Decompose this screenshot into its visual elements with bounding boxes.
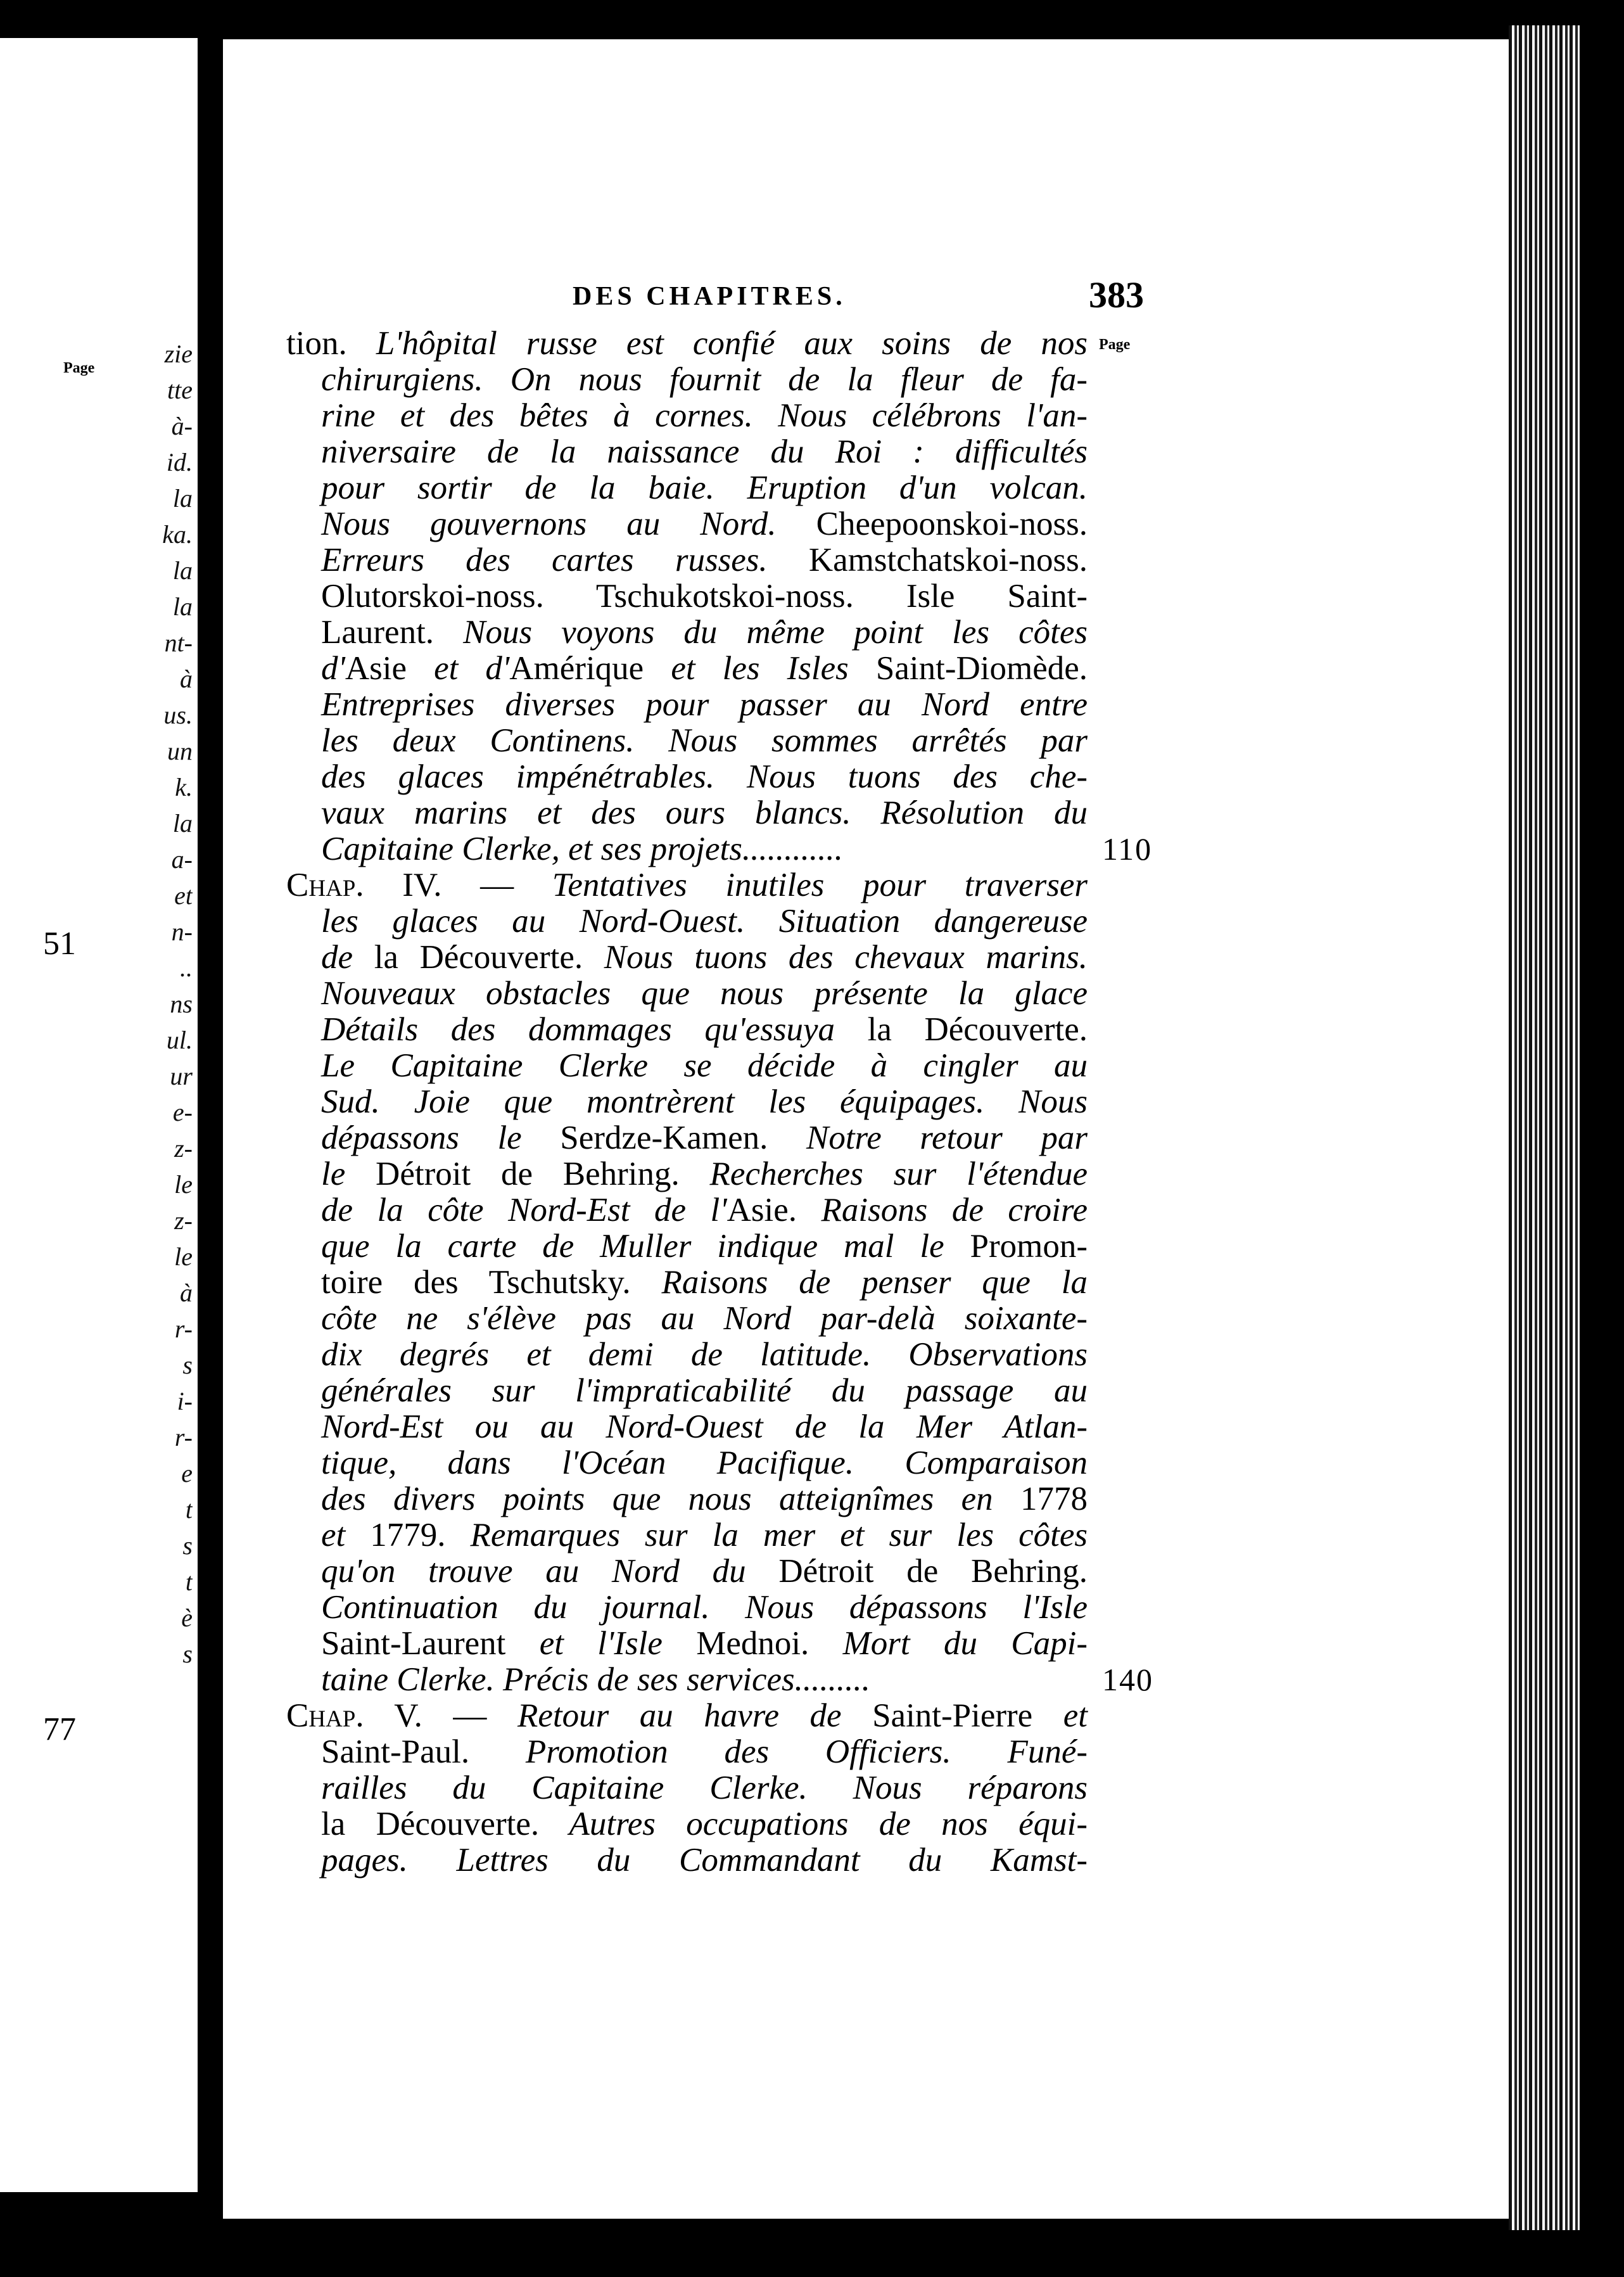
toc-line <box>286 398 1300 434</box>
left-page-fragment: un <box>167 737 193 765</box>
toc-line <box>286 542 1300 578</box>
toc-text: Chap. V. — <box>286 1697 517 1734</box>
toc-page-number: 140 <box>1102 1662 1153 1697</box>
toc-text: tique, dans l'Océan Pacifique. Comparaison <box>321 1445 1088 1481</box>
toc-line <box>286 1842 1300 1878</box>
left-page-fragment: s <box>182 1531 193 1560</box>
toc-line <box>286 1265 1300 1301</box>
left-page-fragment: nt- <box>164 628 193 657</box>
toc-text: tion. <box>286 325 376 362</box>
toc-text: et les Isles <box>644 650 876 687</box>
chapter-heading-line <box>286 1698 1300 1734</box>
toc-text: Nouveaux obstacles que nous présente la glace <box>321 975 1088 1012</box>
page-header <box>223 274 1509 316</box>
toc-line <box>286 1301 1300 1337</box>
toc-line <box>286 759 1300 795</box>
toc-text: Retour au havre de <box>517 1697 873 1734</box>
left-page-fragment: ul. <box>166 1026 193 1054</box>
toc-text: le <box>321 1156 376 1192</box>
left-page-fragment: t <box>185 1495 193 1524</box>
toc-text: la Découverte. <box>321 1806 540 1842</box>
page-column-label: Page <box>1099 336 1131 353</box>
left-page-fragment: ns <box>170 990 193 1018</box>
left-page-fragment: a- <box>171 845 193 874</box>
left-page-number: 77 <box>43 1711 76 1747</box>
toc-line <box>286 1192 1300 1228</box>
toc-line <box>286 903 1300 940</box>
toc-line <box>286 326 1300 362</box>
left-page-fragment: us. <box>163 701 193 729</box>
left-page-fragment: .. <box>180 954 193 982</box>
toc-text: dix degrés et demi de latitude. Observations <box>321 1336 1088 1373</box>
toc-line <box>286 795 1300 831</box>
toc-line <box>286 434 1300 470</box>
left-page <box>0 38 198 2192</box>
left-page-fragment: la <box>172 484 193 513</box>
toc-text: Notre retour par <box>768 1119 1088 1156</box>
left-page-fragment: id. <box>166 448 193 476</box>
toc-text: Promotion des Officiers. Funé- <box>469 1733 1088 1770</box>
toc-line <box>286 687 1300 723</box>
toc-line <box>286 362 1300 398</box>
left-page-fragment: n- <box>171 917 193 946</box>
left-page-fragment: e <box>181 1459 193 1488</box>
left-page-fragment: e- <box>172 1098 193 1126</box>
toc-text: Amérique <box>509 650 644 687</box>
book-spine <box>198 0 223 2277</box>
toc-line <box>286 1337 1300 1373</box>
left-page-fragment <box>136 1708 193 1744</box>
toc-line <box>286 831 1300 867</box>
toc-text: générales sur l'impraticabilité du passage au <box>321 1372 1088 1409</box>
toc-text: Raisons de croire <box>796 1192 1088 1228</box>
toc-text: les glaces au Nord-Ouest. Situation dangereuse <box>321 903 1088 940</box>
toc-text: Autres occupations de nos équi- <box>539 1806 1088 1842</box>
toc-line <box>286 615 1300 651</box>
toc-line <box>286 1084 1300 1120</box>
toc-text: Erreurs des cartes russes. <box>321 542 809 578</box>
left-page-fragment: ur <box>170 1062 193 1090</box>
toc-text: Saint-Paul. <box>321 1733 470 1770</box>
toc-line <box>286 1517 1300 1553</box>
left-page-column-label: Page <box>63 360 95 376</box>
left-page-fragment <box>136 1672 193 1708</box>
toc-text: Saint-Pierre <box>872 1697 1033 1734</box>
toc-text: les deux Continens. Nous sommes arrêtés par <box>321 722 1088 759</box>
left-page-fragment: à <box>180 665 193 693</box>
toc-text: Remarques sur la mer et sur les côtes <box>445 1517 1088 1553</box>
toc-line <box>286 1012 1300 1048</box>
toc-line <box>286 1373 1300 1409</box>
toc-text: de <box>321 939 374 976</box>
left-page-fragment: s <box>182 1640 193 1668</box>
toc-text: Nous tuons des chevaux marins. <box>583 939 1088 976</box>
toc-text: dépassons le <box>321 1119 561 1156</box>
toc-text: Entreprises diverses pour passer au Nord entre <box>321 686 1088 723</box>
toc-text: la Découverte. <box>374 939 583 976</box>
running-title: DES CHAPITRES. <box>573 282 846 311</box>
toc-text: Asie <box>345 650 407 687</box>
toc-page-number: 110 <box>1102 831 1153 867</box>
toc-text: pour sortir de la baie. Eruption d'un volcan. <box>321 469 1088 506</box>
toc-text: Saint-Laurent <box>321 1625 506 1662</box>
toc-text: Mednoi. <box>696 1625 809 1662</box>
left-page-fragment: le <box>174 1170 193 1199</box>
toc-text: Capitaine Clerke, et ses projets............ <box>321 831 843 867</box>
toc-line <box>286 1048 1300 1084</box>
toc-text: Nous voyons du même point les côtes <box>463 614 1088 651</box>
left-page-fragment: t <box>185 1567 193 1596</box>
toc-text: Olutorskoi-noss. Tschukotskoi-noss. Isle Saint- <box>321 578 1088 615</box>
left-page-fragment: la <box>172 556 193 585</box>
left-page-number: 51 <box>43 926 76 962</box>
left-page-fragment: r- <box>174 1315 193 1343</box>
toc-line <box>286 723 1300 759</box>
toc-line <box>286 1228 1300 1265</box>
toc-text: et <box>1032 1697 1088 1734</box>
table-of-contents <box>286 326 1300 1878</box>
left-page-fragment: et <box>174 881 193 910</box>
toc-text: Chap. IV. — <box>286 867 552 903</box>
chapter-heading-line <box>286 867 1300 903</box>
toc-text: et d' <box>407 650 510 687</box>
toc-text: 1778 <box>1020 1481 1088 1517</box>
page-edges <box>1509 25 1624 2230</box>
toc-text: vaux marins et des ours blancs. Résolution du <box>321 794 1088 831</box>
toc-text: de la côte Nord-Est de l' <box>321 1192 727 1228</box>
toc-line <box>286 976 1300 1012</box>
left-page-fragment: le <box>174 1242 193 1271</box>
toc-line <box>286 1662 1300 1698</box>
toc-text: qu'on trouve au Nord du <box>321 1553 779 1590</box>
left-page-fragment: tte <box>167 376 193 404</box>
toc-text: Recherches sur l'étendue <box>679 1156 1088 1192</box>
left-page-fragment: z- <box>174 1134 193 1163</box>
toc-text: Nous gouvernons au Nord. <box>321 506 816 542</box>
toc-line <box>286 1626 1300 1662</box>
toc-text: Mort du Capi- <box>809 1625 1088 1662</box>
toc-text: côte ne s'élève pas au Nord par-delà soixante- <box>321 1300 1088 1337</box>
toc-line <box>286 1806 1300 1842</box>
toc-text: la Découverte. <box>867 1011 1088 1048</box>
toc-text: Détails des dommages qu'essuya <box>321 1011 868 1048</box>
toc-line <box>286 1156 1300 1192</box>
left-page-fragment: è <box>181 1604 193 1632</box>
toc-line <box>286 1734 1300 1770</box>
toc-text: Asie. <box>726 1192 797 1228</box>
toc-line <box>286 940 1300 976</box>
toc-text: taine Clerke. Précis de ses services......... <box>321 1661 870 1698</box>
toc-line <box>286 1481 1300 1517</box>
toc-line <box>286 578 1300 615</box>
toc-text: railles du Capitaine Clerke. Nous réparons <box>321 1770 1088 1806</box>
toc-text: Le Capitaine Clerke se décide à cingler au <box>321 1047 1088 1084</box>
toc-line <box>286 1445 1300 1481</box>
toc-text: Détroit de Behring. <box>778 1553 1088 1590</box>
toc-text: pages. Lettres du Commandant du Kamst- <box>321 1842 1088 1878</box>
toc-line <box>286 1409 1300 1445</box>
left-page-fragment: zie <box>164 340 193 368</box>
toc-text: Raisons de penser que la <box>630 1264 1088 1301</box>
toc-text: d' <box>321 650 345 687</box>
toc-text: Serdze-Kamen. <box>560 1119 768 1156</box>
toc-text: toire des Tschutsky. <box>321 1264 631 1301</box>
toc-line <box>286 651 1300 687</box>
left-page-fragment: à <box>180 1279 193 1307</box>
toc-text: Cheepoonskoi-noss. <box>816 506 1088 542</box>
toc-text: et l'Isle <box>505 1625 697 1662</box>
toc-text: Détroit de Behring. <box>376 1156 680 1192</box>
toc-text: L'hôpital russe est confié aux soins de nos <box>376 325 1088 362</box>
toc-line <box>286 1770 1300 1806</box>
toc-text: des divers points que nous atteignîmes en <box>321 1481 1020 1517</box>
left-page-fragment: i- <box>177 1387 193 1415</box>
toc-text: Tentatives inutiles pour traverser <box>552 867 1088 903</box>
toc-text: niversaire de la naissance du Roi : difficultés <box>321 433 1088 470</box>
left-page-fragment: r- <box>174 1423 193 1451</box>
toc-text: Sud. Joie que montrèrent les équipages. Nous <box>321 1083 1088 1120</box>
toc-line <box>286 1120 1300 1156</box>
left-page-fragment: s <box>182 1351 193 1379</box>
toc-line <box>286 470 1300 506</box>
toc-text: et <box>321 1517 371 1553</box>
toc-text: chirurgiens. On nous fournit de la fleur de fa- <box>321 361 1088 398</box>
toc-text: Continuation du journal. Nous dépassons l'Isle <box>321 1589 1088 1626</box>
left-page-fragment: à- <box>171 412 193 440</box>
toc-line <box>286 506 1300 542</box>
toc-text: Laurent. <box>321 614 464 651</box>
toc-text: Kamstchatskoi-noss. <box>808 542 1088 578</box>
toc-text: Nord-Est ou au Nord-Ouest de la Mer Atlan- <box>321 1408 1088 1445</box>
left-page-fragment: la <box>172 809 193 838</box>
toc-line <box>286 1590 1300 1626</box>
toc-text: rine et des bêtes à cornes. Nous célébrons l'an- <box>321 397 1088 434</box>
left-page-fragment: la <box>172 592 193 621</box>
toc-text: Promon- <box>970 1228 1088 1265</box>
toc-text: des glaces impénétrables. Nous tuons des che- <box>321 758 1088 795</box>
right-page <box>223 39 1509 2219</box>
page-number: 383 <box>1089 274 1144 316</box>
left-page-fragment: k. <box>175 773 193 801</box>
left-page-fragment: ka. <box>162 520 193 549</box>
left-page-text-fragments <box>136 336 193 1744</box>
toc-text: que la carte de Muller indique mal le <box>321 1228 970 1265</box>
toc-line <box>286 1553 1300 1590</box>
toc-text: 1779. <box>370 1517 446 1553</box>
toc-text: Saint-Diomède. <box>875 650 1088 687</box>
left-page-fragment: z- <box>174 1206 193 1235</box>
